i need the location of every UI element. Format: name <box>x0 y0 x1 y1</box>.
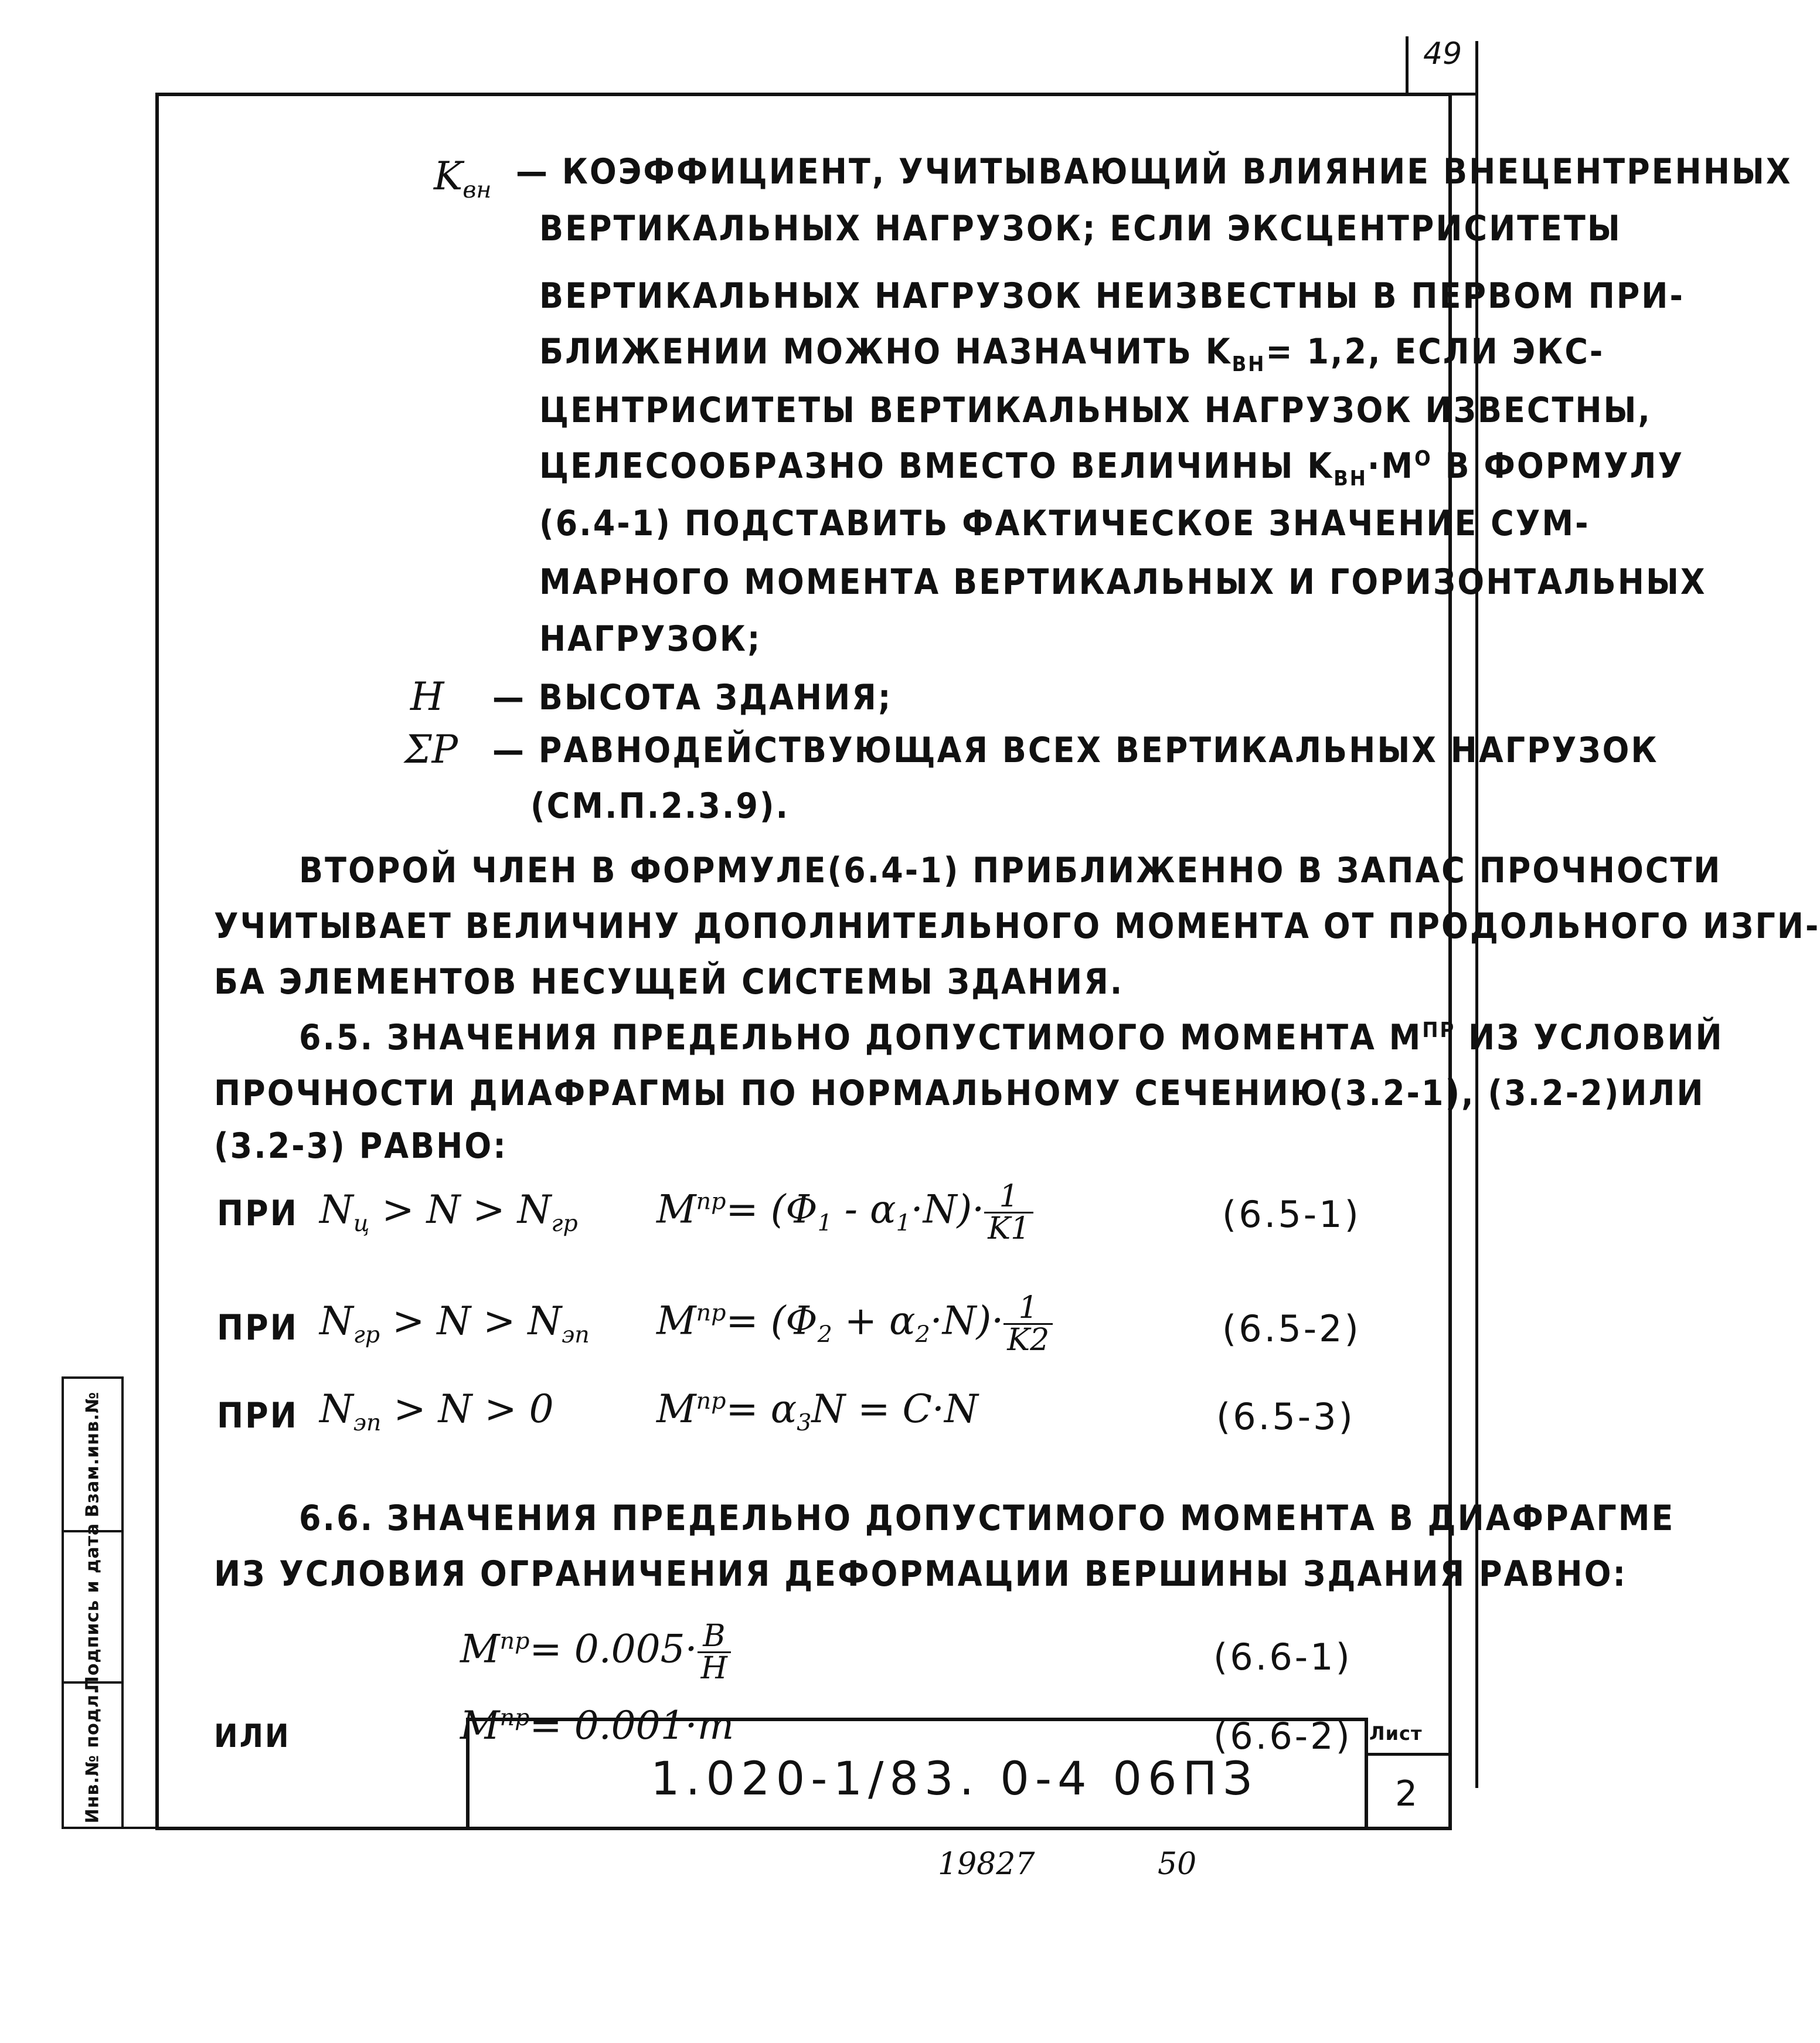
sheet-divider <box>1365 1753 1452 1756</box>
def-k-line-6: ЦЕЛЕСООБРАЗНО ВМЕСТО ВЕЛИЧИНЫ $K_{ВН}\cdot M^O$ В ФОРМУЛУ <box>539 446 1685 491</box>
def-sigma-p-line-2: (СМ.П.2.3.9). <box>530 786 790 827</box>
symbol-sigma-p: ΣP <box>404 727 458 772</box>
paragraph-1-line-3: БА ЭЛЕМЕНТОВ НЕСУЩЕЙ СИСТЕМЫ ЗДАНИЯ. <box>214 961 1124 1002</box>
formula-6-5-3-prefix: ПРИ <box>217 1395 298 1436</box>
def-k-line-9: НАГРУЗОК; <box>539 618 762 660</box>
sidebar-cell-signature: Подпись и дата <box>64 1532 121 1684</box>
formula-6-6-2-number: (6.6-2) <box>1213 1715 1352 1758</box>
bottom-border-line <box>62 1827 1452 1829</box>
formula-6-5-3-condition: $N_{эп} > N > 0$ <box>319 1386 554 1437</box>
page-number: 49 <box>1423 36 1462 72</box>
document-code: 1.020-1/83. 0-4 06ПЗ <box>651 1753 1258 1806</box>
formula-6-5-2-number: (6.5-2) <box>1222 1307 1361 1350</box>
paragraph-6-5-line-1: 6.5. ЗНАЧЕНИЯ ПРЕДЕЛЬНО ДОПУСТИМОГО МОМЕНТА $M^{ПР}$ ИЗ УСЛОВИЙ <box>299 1017 1724 1058</box>
sheet-label: Лист <box>1369 1722 1423 1745</box>
paragraph-1-line-2: УЧИТЫВАЕТ ВЕЛИЧИНУ ДОПОЛНИТЕЛЬНОГО МОМЕНТА ОТ ПРОДОЛЬНОГО ИЗГИ- <box>214 906 1820 947</box>
formula-6-5-1: $M^{пр}= (\Phi_1 - \alpha_1\cdot N)\cdot$ $\frac{1}{K1}$ <box>656 1181 1033 1244</box>
def-k-line-5: ЦЕНТРИСИТЕТЫ ВЕРТИКАЛЬНЫХ НАГРУЗОК ИЗВЕСТНЫ, <box>539 390 1652 431</box>
paragraph-6-6-line-2: ИЗ УСЛОВИЯ ОГРАНИЧЕНИЯ ДЕФОРМАЦИИ ВЕРШИНЫ ЗДАНИЯ РАВНО: <box>214 1554 1628 1595</box>
formula-6-5-2-prefix: ПРИ <box>217 1307 298 1348</box>
symbol-h: H <box>410 674 444 719</box>
paragraph-6-5-line-2: ПРОЧНОСТИ ДИАФРАГМЫ ПО НОРМАЛЬНОМУ СЕЧЕНИЮ(3.2-1), (3.2-2)ИЛИ <box>214 1073 1705 1114</box>
def-k-line-2: ВЕРТИКАЛЬНЫХ НАГРУЗОК; ЕСЛИ ЭКСЦЕНТРИСИТЕТЫ <box>539 208 1622 249</box>
def-k-line-7: (6.4-1) ПОДСТАВИТЬ ФАКТИЧЕСКОЕ ЗНАЧЕНИЕ СУМ- <box>539 503 1590 544</box>
paragraph-6-6-line-1: 6.6. ЗНАЧЕНИЯ ПРЕДЕЛЬНО ДОПУСТИМОГО МОМЕНТА В ДИАФРАГМЕ <box>299 1498 1675 1539</box>
formula-6-5-1-condition: $N_ц > N > N_{гр}$ <box>319 1187 578 1238</box>
formula-6-5-2-condition: $N_{гр} > N > N_{эп}$ <box>319 1298 590 1349</box>
formula-6-5-1-prefix: ПРИ <box>217 1193 298 1234</box>
formula-6-5-1-number: (6.5-1) <box>1222 1193 1361 1236</box>
left-signature-sidebar <box>62 1376 124 1829</box>
paragraph-1-line-1: ВТОРОЙ ЧЛЕН В ФОРМУЛЕ(6.4-1) ПРИБЛИЖЕННО В ЗАПАС ПРОЧНОСТИ <box>299 850 1722 891</box>
def-h-text: — ВЫСОТА ЗДАНИЯ; <box>492 677 893 718</box>
formula-6-5-3: $M^{пр}= \alpha_3N = C\cdot N$ <box>656 1386 978 1437</box>
formula-6-6-2-prefix: ИЛИ <box>214 1718 291 1755</box>
def-k-line-4: БЛИЖЕНИИ МОЖНО НАЗНАЧИТЬ $K_{ВН}= 1,2$, ЕСЛИ ЭКС- <box>539 331 1605 376</box>
formula-6-5-3-number: (6.5-3) <box>1216 1395 1355 1438</box>
footer-archive-number: 19827 <box>938 1847 1035 1882</box>
def-k-line-3: ВЕРТИКАЛЬНЫХ НАГРУЗОК НЕИЗВЕСТНЫ В ПЕРВОМ ПРИ- <box>539 276 1685 317</box>
formula-6-5-2: $M^{пр}= (\Phi_2 + \alpha_2\cdot N)\cdot$ $\frac{1}{K2}$ <box>656 1293 1053 1355</box>
formula-6-6-2: $M^{пр}= 0.001\cdot m$ <box>460 1703 734 1748</box>
def-sigma-p-line-1: — РАВНОДЕЙСТВУЮЩАЯ ВСЕХ ВЕРТИКАЛЬНЫХ НАГРУЗОК <box>492 730 1659 771</box>
sidebar-cell-original: Инв.№ подл. <box>82 1687 103 1824</box>
def-k-line-8: МАРНОГО МОМЕНТА ВЕРТИКАЛЬНЫХ И ГОРИЗОНТАЛЬНЫХ <box>539 562 1707 603</box>
formula-6-6-1: $M^{пр}= 0.005\cdot$ $\frac{B}{H}$ <box>460 1621 731 1684</box>
footer-page-number: 50 <box>1158 1847 1197 1882</box>
paragraph-6-5-line-3: (3.2-3) РАВНО: <box>214 1126 508 1167</box>
def-k-line-1: — КОЭФФИЦИЕНТ, УЧИТЫВАЮЩИЙ ВЛИЯНИЕ ВНЕЦЕНТРЕННЫХ <box>516 151 1792 192</box>
symbol-k-vn: $K_{вн}$ <box>434 154 492 204</box>
sidebar-cell-replacement: Взам.инв.№ <box>64 1379 121 1532</box>
sheet-number: 2 <box>1395 1773 1418 1814</box>
formula-6-6-1-number: (6.6-1) <box>1213 1636 1352 1678</box>
